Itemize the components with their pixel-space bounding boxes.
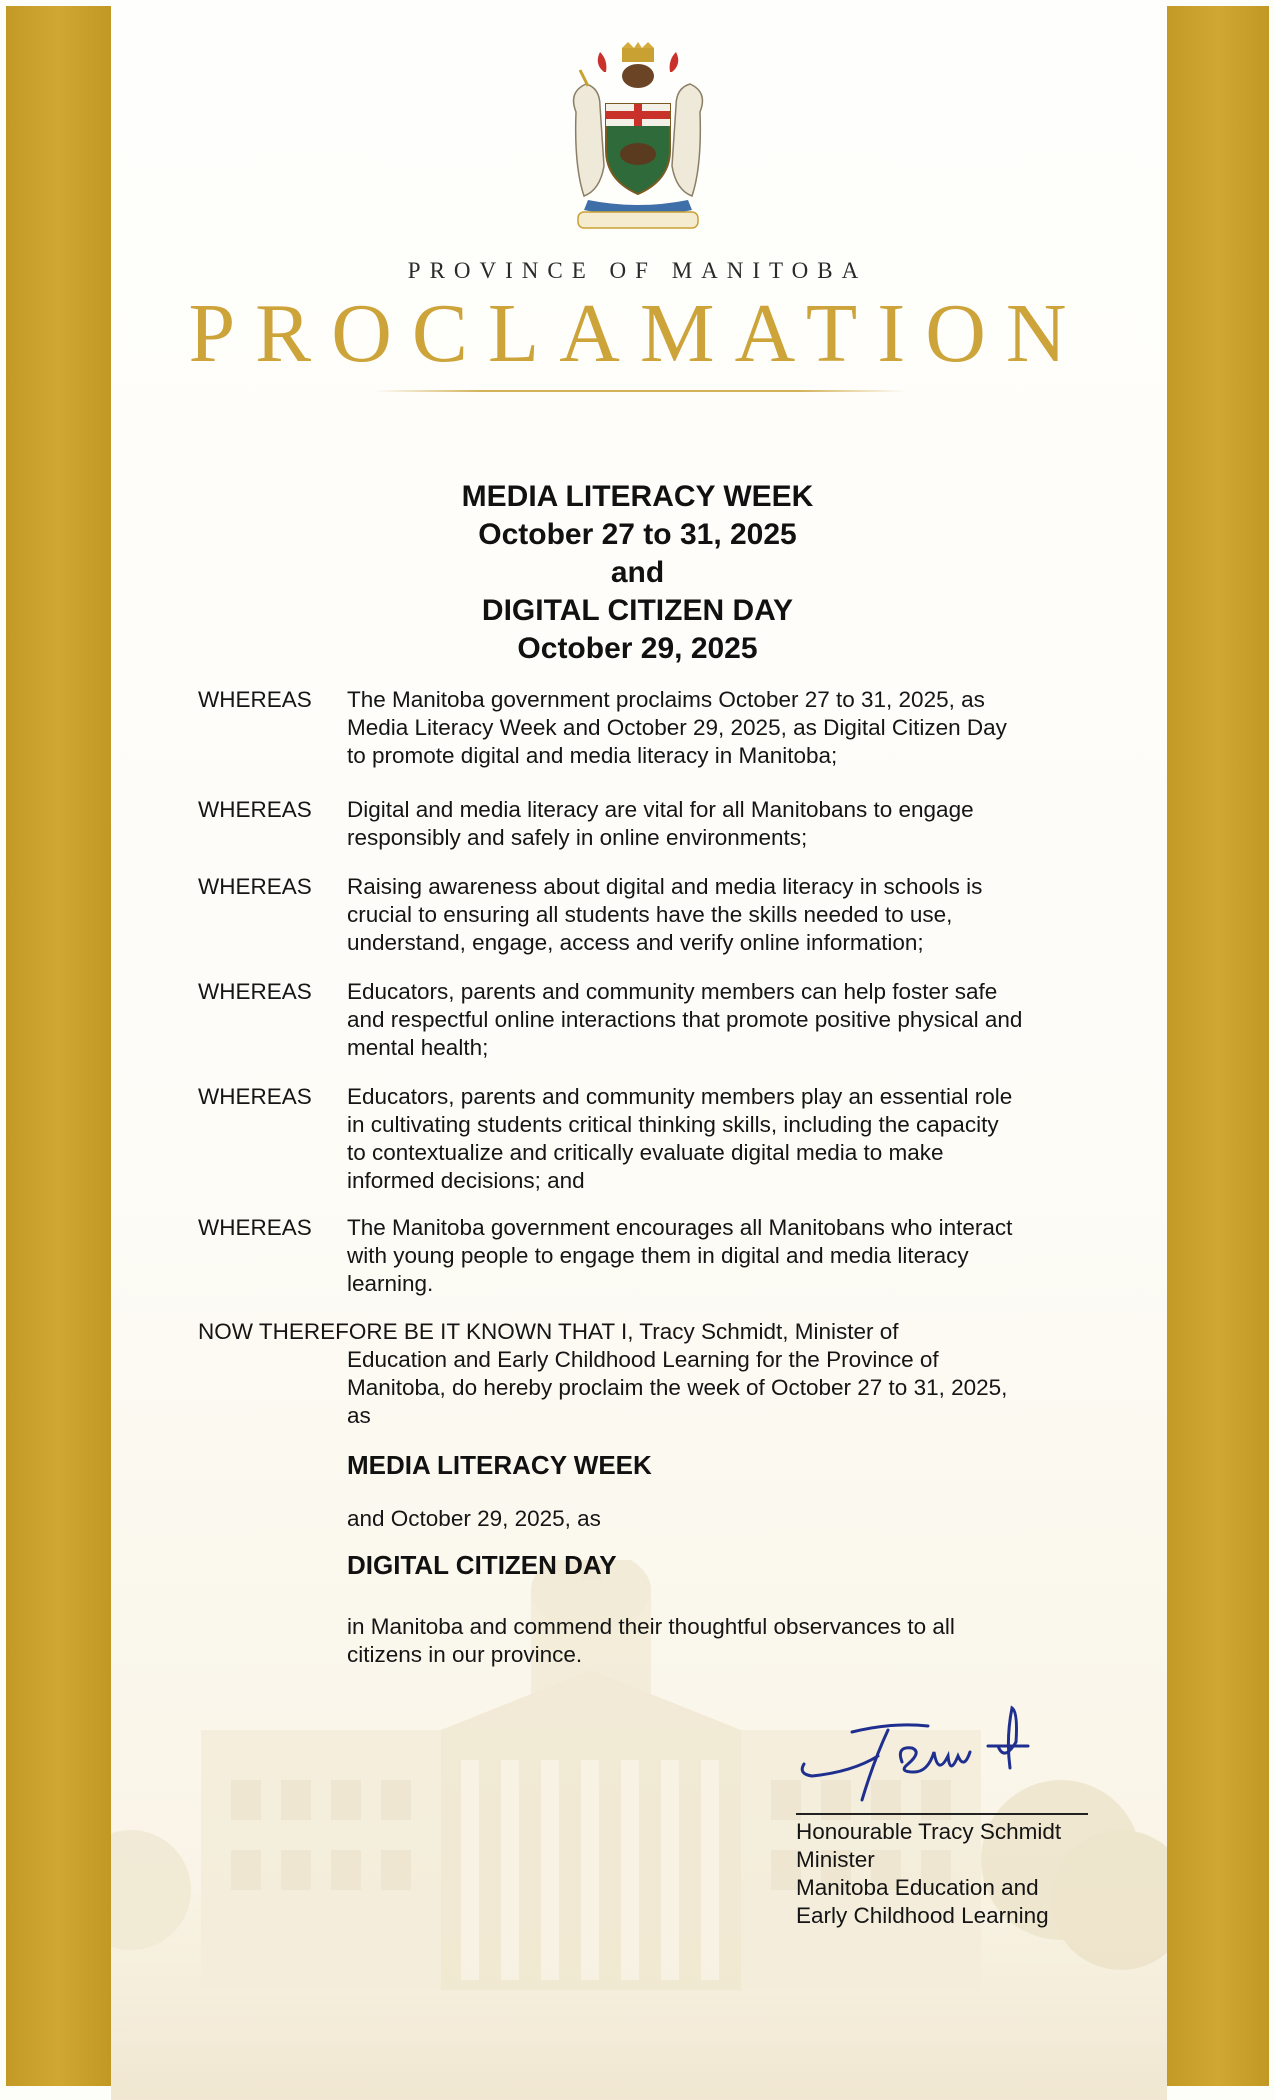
whereas-line: to contextualize and critically evaluate digital media to make — [347, 1140, 944, 1165]
event-date-line: October 29, 2025 — [517, 632, 758, 665]
whereas-line: in cultivating students critical thinking skills, including the capacity — [347, 1112, 999, 1137]
whereas-text — [347, 978, 1107, 1062]
whereas-clause — [198, 873, 1098, 963]
whereas-text — [347, 873, 1107, 957]
signatory-role: Minister — [796, 1847, 875, 1872]
signatory-department: Early Childhood Learning — [796, 1903, 1049, 1928]
proclamation-closing — [347, 1613, 1087, 1669]
whereas-line: Educators, parents and community members play an essential role — [347, 1084, 1013, 1109]
proclamation-opening-line: NOW THEREFORE BE IT KNOWN THAT I, Tracy Schmidt, Minister of — [198, 1319, 899, 1344]
whereas-text — [347, 796, 1107, 852]
closing-line: in Manitoba and commend their thoughtful observances to all — [347, 1614, 955, 1639]
proclamation-line: as — [347, 1403, 371, 1428]
event-title-block — [0, 478, 1275, 668]
whereas-line: The Manitoba government proclaims October 27 to 31, 2025, as — [347, 687, 985, 712]
proclamation-line: Education and Early Childhood Learning for the Province of — [347, 1347, 939, 1372]
whereas-clause — [198, 1214, 1098, 1304]
whereas-clause — [198, 978, 1098, 1068]
proclaimed-week-heading: MEDIA LITERACY WEEK — [347, 1450, 652, 1480]
event-title-line: MEDIA LITERACY WEEK — [461, 480, 814, 513]
whereas-line: The Manitoba government encourages all Manitobans who interact — [347, 1215, 1013, 1240]
whereas-line: responsibly and safely in online environments; — [347, 825, 808, 850]
whereas-line: to promote digital and media literacy in Manitoba; — [347, 743, 838, 768]
proclaimed-day-heading: DIGITAL CITIZEN DAY — [347, 1550, 617, 1580]
signature-line — [796, 1813, 1088, 1815]
whereas-line: with young people to engage them in digital and media literacy — [347, 1243, 969, 1268]
whereas-line: Raising awareness about digital and media literacy in schools is — [347, 874, 983, 899]
whereas-line: Media Literacy Week and October 29, 2025, as Digital Citizen Day — [347, 715, 1007, 740]
whereas-line: mental health; — [347, 1035, 489, 1060]
title-divider — [374, 390, 906, 392]
whereas-label: WHEREAS — [198, 979, 312, 1004]
whereas-clause — [198, 686, 1098, 776]
whereas-line: and respectful online interactions that promote positive physical and — [347, 1007, 1023, 1032]
proclamation-line: Manitoba, do hereby proclaim the week of October 27 to 31, 2025, — [347, 1375, 1008, 1400]
whereas-label: WHEREAS — [198, 874, 312, 899]
whereas-label: WHEREAS — [198, 1084, 312, 1109]
signatory-block — [796, 1818, 1116, 1930]
coat-of-arms-crest-icon — [548, 42, 728, 238]
whereas-line: Digital and media literacy are vital for all Manitobans to engage — [347, 797, 974, 822]
event-title-line: DIGITAL CITIZEN DAY — [481, 594, 794, 627]
whereas-label: WHEREAS — [198, 797, 312, 822]
whereas-line: Educators, parents and community members can help foster safe — [347, 979, 998, 1004]
whereas-line: understand, engage, access and verify online information; — [347, 930, 924, 955]
whereas-label: WHEREAS — [198, 687, 312, 712]
whereas-text — [347, 1214, 1107, 1298]
whereas-clause — [198, 1083, 1098, 1201]
province-heading: PROVINCE OF MANITOBA — [407, 258, 868, 283]
whereas-line: informed decisions; and — [347, 1168, 585, 1193]
proclamation-continuation — [347, 1346, 1107, 1430]
signatory-department: Manitoba Education and — [796, 1875, 1039, 1900]
signatory-name: Honourable Tracy Schmidt — [796, 1819, 1062, 1844]
handwritten-signature-icon — [792, 1702, 1052, 1812]
event-date-line: October 27 to 31, 2025 — [478, 518, 797, 551]
proclamation-title: PROCLAMATION — [188, 287, 1087, 380]
whereas-label: WHEREAS — [198, 1215, 312, 1240]
whereas-text — [347, 686, 1107, 770]
proclamation-statement — [198, 1318, 1098, 1430]
event-connector-line: and — [610, 556, 665, 589]
whereas-line: learning. — [347, 1271, 434, 1296]
proclamation-connector: and October 29, 2025, as — [347, 1506, 601, 1531]
whereas-line: crucial to ensuring all students have the skills needed to use, — [347, 902, 953, 927]
whereas-clause — [198, 796, 1098, 856]
whereas-text — [347, 1083, 1107, 1195]
closing-line: citizens in our province. — [347, 1642, 583, 1667]
